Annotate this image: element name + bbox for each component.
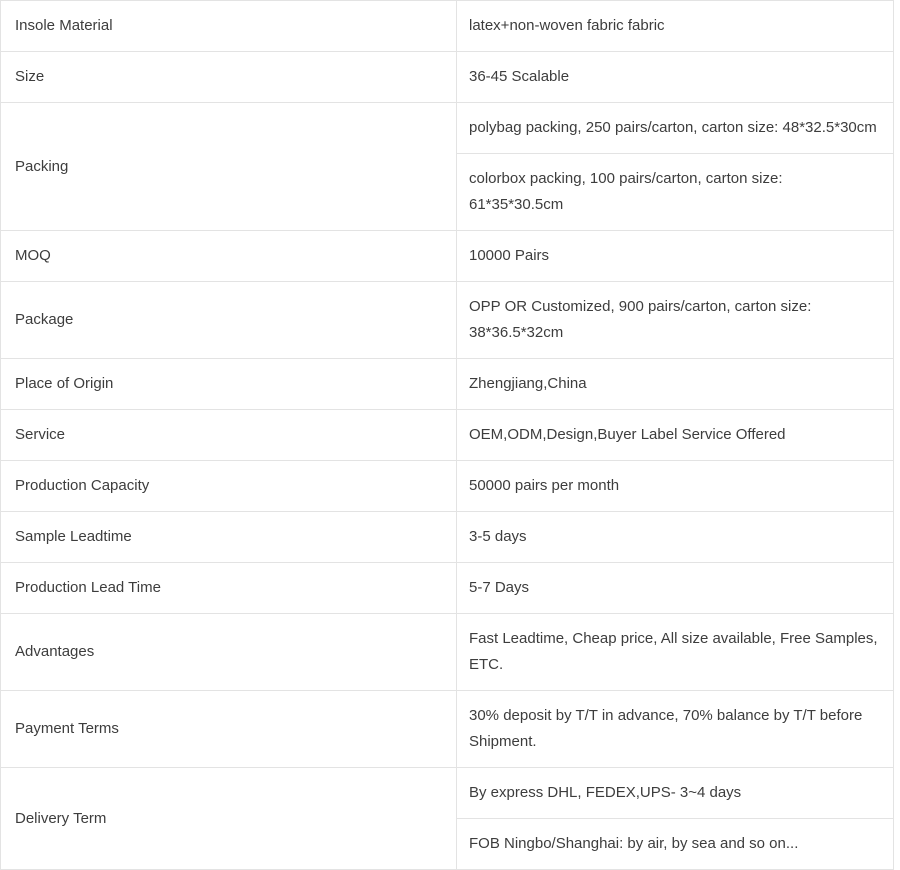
- table-row: [1, 768, 894, 870]
- table-row: [1, 231, 894, 282]
- table-row: [1, 461, 894, 512]
- spec-label-cell: [1, 103, 457, 231]
- spec-label-cell: [1, 231, 457, 282]
- spec-value-text: 50000 pairs per month: [469, 477, 620, 494]
- spec-label-cell: [1, 410, 457, 461]
- spec-value-row: [457, 282, 893, 358]
- spec-value-list: [457, 768, 893, 869]
- spec-value-cell: [457, 103, 894, 231]
- spec-label-cell: [1, 512, 457, 563]
- spec-label: Service: [15, 426, 66, 443]
- spec-value-cell: [457, 512, 894, 563]
- table-body: [1, 1, 894, 870]
- spec-value-list: [457, 103, 893, 230]
- spec-value-list: [457, 614, 893, 690]
- spec-value-cell: [457, 282, 894, 359]
- spec-label: Delivery Term: [15, 809, 107, 827]
- spec-value-cell: [457, 1, 894, 52]
- spec-label: Packing: [15, 157, 69, 175]
- spec-label-cell: [1, 282, 457, 359]
- spec-value-text: 36-45 Scalable: [469, 68, 570, 85]
- spec-value-row: [457, 461, 893, 511]
- spec-label: Insole Material: [15, 17, 113, 34]
- spec-value-cell: [457, 691, 894, 768]
- spec-value-text: OPP OR Customized, 900 pairs/carton, carton size: 38*36.5*32cm: [469, 298, 812, 341]
- spec-label: Package: [15, 311, 74, 328]
- spec-value-row: [457, 359, 893, 409]
- spec-value-cell: [457, 461, 894, 512]
- spec-value-list: [457, 691, 893, 767]
- spec-value-row: [457, 410, 893, 460]
- spec-value-cell: [457, 410, 894, 461]
- spec-value-list: [457, 231, 893, 281]
- spec-value-row: [457, 154, 893, 231]
- spec-label: MOQ: [15, 247, 51, 264]
- spec-value-text: OEM,ODM,Design,Buyer Label Service Offered: [469, 426, 786, 443]
- spec-label-cell: [1, 359, 457, 410]
- spec-value-row: [457, 512, 893, 562]
- spec-label: Production Lead Time: [15, 579, 161, 596]
- spec-value-text: 10000 Pairs: [469, 247, 550, 264]
- spec-value-list: [457, 410, 893, 460]
- spec-label: Sample Leadtime: [15, 528, 132, 545]
- table-row: [1, 359, 894, 410]
- spec-value-text: 5-7 Days: [469, 579, 530, 596]
- spec-label: Production Capacity: [15, 477, 150, 494]
- spec-value-row: [457, 103, 893, 154]
- spec-label: Advantages: [15, 643, 95, 660]
- spec-value-row: [457, 614, 893, 690]
- spec-value-cell: [457, 768, 894, 870]
- spec-value-list: [457, 563, 893, 613]
- spec-value-text: FOB Ningbo/Shanghai: by air, by sea and so on...: [469, 835, 799, 852]
- table-row: [1, 1, 894, 52]
- spec-value-row: [457, 1, 893, 51]
- table-row: [1, 614, 894, 691]
- spec-value-cell: [457, 231, 894, 282]
- spec-value-list: [457, 359, 893, 409]
- spec-value-cell: [457, 614, 894, 691]
- spec-label: Size: [15, 68, 45, 85]
- spec-value-list: [457, 1, 893, 51]
- spec-value-row: [457, 52, 893, 102]
- spec-label-cell: [1, 768, 457, 870]
- spec-label-cell: [1, 691, 457, 768]
- spec-label: Place of Origin: [15, 375, 114, 392]
- spec-value-text: Fast Leadtime, Cheap price, All size available, Free Samples, ETC.: [469, 630, 878, 673]
- spec-value-text: Zhengjiang,China: [469, 375, 587, 392]
- table-row: [1, 103, 894, 231]
- spec-value-cell: [457, 563, 894, 614]
- table-row: [1, 512, 894, 563]
- spec-label-cell: [1, 1, 457, 52]
- spec-value-row: [457, 768, 893, 819]
- spec-value-row: [457, 691, 893, 767]
- spec-value-cell: [457, 52, 894, 103]
- table-row: [1, 563, 894, 614]
- spec-value-list: [457, 512, 893, 562]
- spec-value-text: 3-5 days: [469, 528, 527, 545]
- spec-label-cell: [1, 461, 457, 512]
- spec-value-list: [457, 52, 893, 102]
- spec-label-cell: [1, 563, 457, 614]
- spec-value-text: colorbox packing, 100 pairs/carton, carton size: 61*35*30.5cm: [469, 170, 783, 213]
- table-row: [1, 52, 894, 103]
- table-row: [1, 282, 894, 359]
- spec-label-cell: [1, 52, 457, 103]
- spec-value-row: [457, 231, 893, 281]
- spec-value-list: [457, 282, 893, 358]
- spec-value-text: latex+non-woven fabric fabric: [469, 17, 665, 34]
- spec-value-cell: [457, 359, 894, 410]
- table-row: [1, 691, 894, 768]
- spec-label: Payment Terms: [15, 720, 119, 737]
- table-row: [1, 410, 894, 461]
- spec-value-text: By express DHL, FEDEX,UPS- 3~4 days: [457, 768, 893, 819]
- spec-value-text: polybag packing, 250 pairs/carton, carton size: 48*32.5*30cm: [457, 103, 893, 154]
- spec-value-row: [457, 563, 893, 613]
- spec-value-text: 30% deposit by T/T in advance, 70% balance by T/T before Shipment.: [469, 707, 863, 750]
- spec-value-row: [457, 819, 893, 870]
- spec-value-list: [457, 461, 893, 511]
- spec-label-cell: [1, 614, 457, 691]
